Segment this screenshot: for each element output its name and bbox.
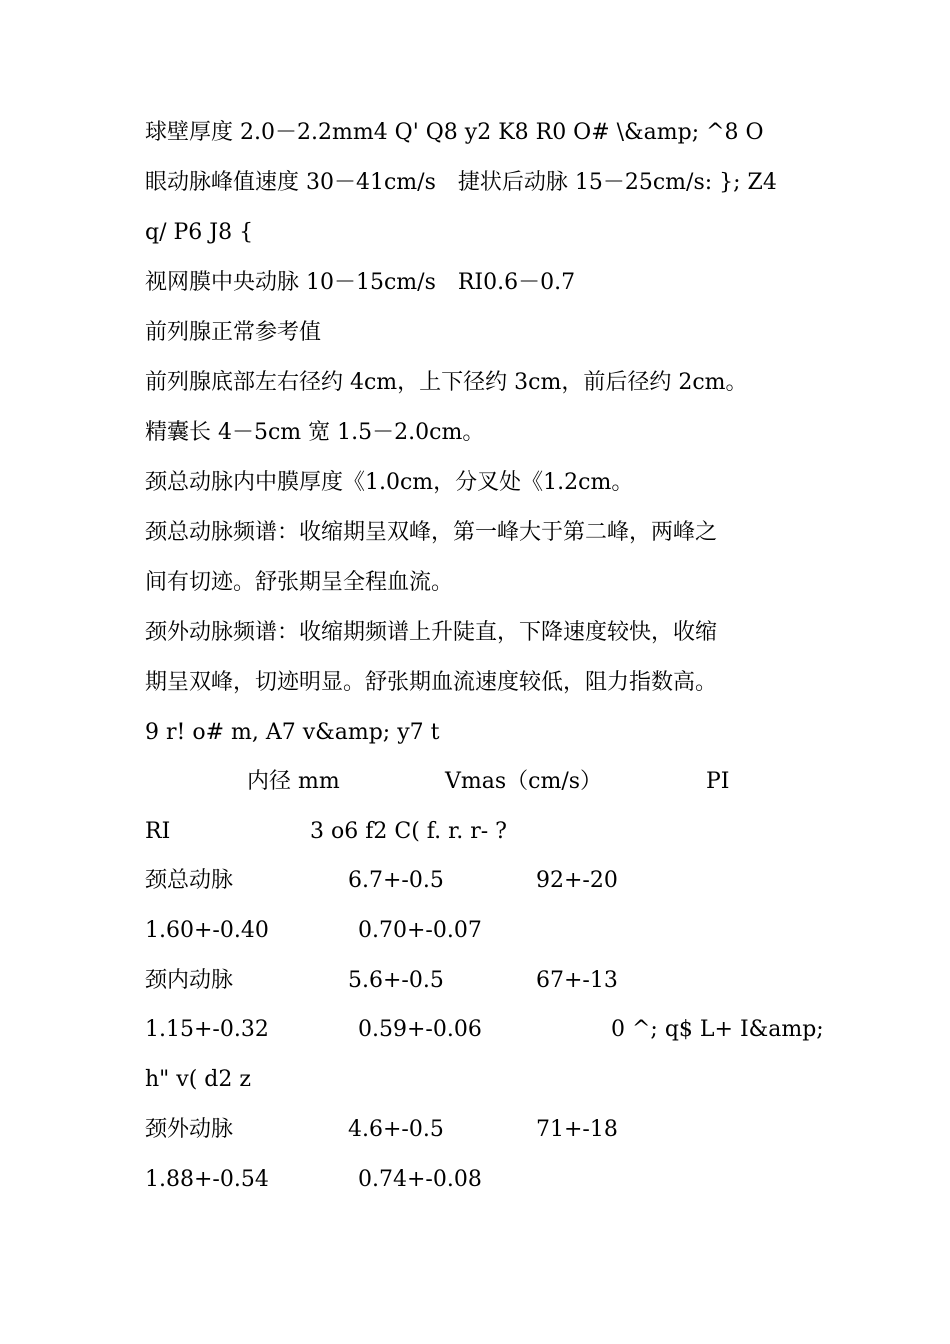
- paragraph-eca-spectrum-2: 期呈双峰，切迹明显。舒张期血流速度较低，阻力指数高。: [145, 670, 718, 695]
- paragraph-carotid-imt: 颈总动脉内中膜厚度《1.0cm，分叉处《1.2cm。: [145, 470, 634, 495]
- table-row-ica-pi: 1.15+-0.32: [145, 1017, 269, 1042]
- table-row-eca-ri: 0.74+-0.08: [358, 1167, 482, 1192]
- paragraph-cca-spectrum-2: 间有切迹。舒张期呈全程血流。: [145, 570, 454, 595]
- paragraph-ophthalmic-artery: 眼动脉峰值速度 30－41cm/s 捷状后动脉 15－25cm/s: }; Z4: [145, 170, 777, 195]
- table-row-cca-ri: 0.70+-0.07: [358, 918, 482, 943]
- paragraph-seminal-vesicle: 精囊长 4－5cm 宽 1.5－2.0cm。: [145, 420, 485, 445]
- table-row-cca-name: 颈总动脉: [145, 868, 234, 893]
- table-row-eca-vmax: 71+-18: [536, 1117, 618, 1142]
- table-row-ica-ri: 0.59+-0.06: [358, 1017, 482, 1042]
- paragraph-prostate-size: 前列腺底部左右径约 4cm，上下径约 3cm，前后径约 2cm。: [145, 370, 748, 395]
- table-row-ica-noise-2: h" v( d2 z: [145, 1067, 251, 1092]
- paragraph-prostate-heading: 前列腺正常参考值: [145, 320, 322, 345]
- table-row-ica-noise: 0 ^; q$ L+ I&amp;: [611, 1017, 824, 1042]
- table-row-ica-name: 颈内动脉: [145, 968, 234, 993]
- table-row-cca-diameter: 6.7+-0.5: [348, 868, 444, 893]
- paragraph-noise-1: q/ P6 J8 {: [145, 220, 254, 245]
- paragraph-eca-spectrum-1: 颈外动脉频谱：收缩期频谱上升陡直，下降速度较快，收缩: [145, 620, 718, 645]
- table-header-ri: RI: [145, 819, 171, 844]
- table-header-pi: PI: [706, 769, 730, 794]
- table-row-eca-pi: 1.88+-0.54: [145, 1167, 269, 1192]
- table-row-eca-name: 颈外动脉: [145, 1117, 234, 1142]
- paragraph-noise-2: 9 r! o# m, A7 v&amp; y7 t: [145, 720, 440, 745]
- table-row-cca-vmax: 92+-20: [536, 868, 618, 893]
- table-row-ica-diameter: 5.6+-0.5: [348, 968, 444, 993]
- paragraph-retinal-artery: 视网膜中央动脉 10－15cm/s RI0.6－0.7: [145, 270, 576, 295]
- table-header-noise: 3 o6 f2 C( f. r. r- ?: [310, 819, 507, 844]
- table-row-cca-pi: 1.60+-0.40: [145, 918, 269, 943]
- table-header-vmax: Vmas（cm/s）: [445, 769, 603, 794]
- paragraph-cca-spectrum-1: 颈总动脉频谱：收缩期呈双峰，第一峰大于第二峰，两峰之: [145, 520, 718, 545]
- paragraph-eyeball-wall: 球壁厚度 2.0－2.2mm4 Q' Q8 y2 K8 R0 O# \&amp; ^8 O: [145, 120, 764, 145]
- table-header-diameter: 内径 mm: [247, 769, 340, 794]
- table-row-eca-diameter: 4.6+-0.5: [348, 1117, 444, 1142]
- table-row-ica-vmax: 67+-13: [536, 968, 618, 993]
